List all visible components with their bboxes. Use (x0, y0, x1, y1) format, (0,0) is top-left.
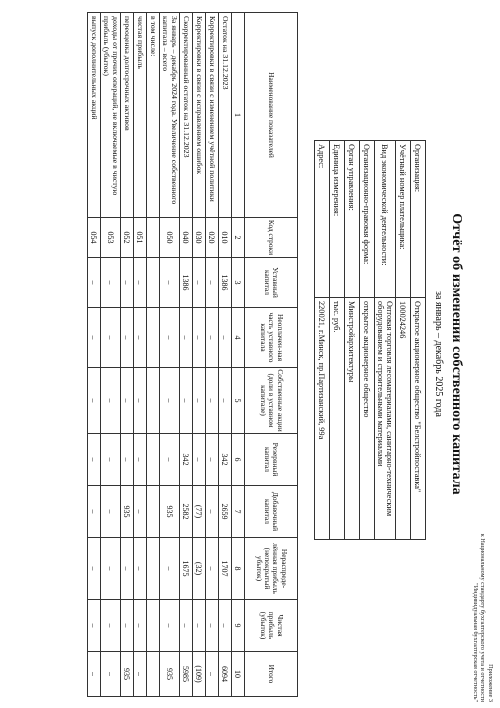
table-cell: – (159, 368, 179, 434)
table-cell: – (87, 538, 100, 600)
info-label: Организация: (411, 141, 426, 298)
table-row (120, 13, 133, 697)
table-cell: – (87, 258, 100, 308)
column-header: Итого (245, 652, 298, 697)
info-value: Оптовая торговля лесоматериалами, санитарно-техническим оборудованием и строительными материалами (375, 298, 396, 540)
table-cell: – (100, 258, 120, 308)
table-cell: – (120, 434, 133, 486)
row-label: в том числе: (146, 13, 159, 218)
equity-changes-table (87, 12, 298, 697)
table-cell: – (193, 368, 206, 434)
column-number: 2 (232, 218, 245, 258)
table-cell: – (87, 368, 100, 434)
table-cell: – (120, 538, 133, 600)
report-title: Отчёт об изменении собственного капитала (449, 213, 464, 495)
table-cell: – (100, 486, 120, 538)
table-cell (146, 538, 159, 600)
appendix-line: "Индивидуальная бухгалтерская отчетность" (471, 583, 479, 702)
table-cell (146, 308, 159, 368)
column-number: 6 (232, 434, 245, 486)
table-row (159, 13, 179, 697)
table-cell: – (180, 308, 193, 368)
info-row (330, 141, 345, 540)
column-header: Резервный капитал (245, 434, 298, 486)
table-cell: 1386 (180, 258, 193, 308)
table-cell: – (193, 600, 206, 652)
info-label: Вид экономической деятельности: (375, 141, 396, 298)
appendix-line: Приложение 3 (487, 664, 494, 702)
table-cell: 010 (219, 218, 232, 258)
info-value: 100024246 (396, 298, 411, 540)
row-label: Корректировки в связи с исправлением ошибок (193, 13, 206, 218)
column-header: Собственные акции (доли в уставном капитале) (245, 368, 298, 434)
table-cell: – (133, 308, 146, 368)
table-cell (146, 486, 159, 538)
info-row (315, 141, 330, 540)
table-cell: – (133, 486, 146, 538)
table-cell: – (133, 368, 146, 434)
table-cell: – (206, 368, 219, 434)
table-cell: – (159, 600, 179, 652)
table-cell: 935 (120, 486, 133, 538)
table-cell: 342 (219, 434, 232, 486)
table-cell: – (206, 434, 219, 486)
table-cell: – (87, 486, 100, 538)
table-cell: – (100, 600, 120, 652)
table-cell: (32) (193, 538, 206, 600)
table-cell: 030 (193, 218, 206, 258)
table-cell: (109) (193, 652, 206, 697)
table-row (87, 13, 100, 697)
info-value: тыс. руб. (330, 298, 345, 540)
info-row (411, 141, 426, 540)
table-cell: 051 (133, 218, 146, 258)
table-cell: – (100, 308, 120, 368)
table-cell: – (159, 258, 179, 308)
table-cell (146, 368, 159, 434)
table-cell: – (180, 600, 193, 652)
table-cell: – (206, 258, 219, 308)
column-number: 9 (232, 600, 245, 652)
table-cell: – (206, 600, 219, 652)
table-row (133, 13, 146, 697)
table-cell: 5985 (180, 652, 193, 697)
table-cell (146, 258, 159, 308)
info-value: Открытое акционерное общество "Белстройпоставка" (411, 298, 426, 540)
table-cell (146, 218, 159, 258)
table-cell: 935 (120, 652, 133, 697)
column-number-row (232, 13, 245, 697)
table-cell: 342 (180, 434, 193, 486)
table-cell: (77) (193, 486, 206, 538)
table-row (206, 13, 219, 697)
table-cell: 040 (180, 218, 193, 258)
table-row (180, 13, 193, 697)
table-cell: – (100, 368, 120, 434)
table-cell: – (159, 538, 179, 600)
column-header: Наименование показателей (245, 13, 298, 218)
info-label: Учётный номер плательщика: (396, 141, 411, 298)
info-row (375, 141, 396, 540)
info-value: 220021, г.Минск, пр.Партизанский, 99а (315, 298, 330, 540)
row-label: выпуск дополнительных акций (87, 13, 100, 218)
column-number: 10 (232, 652, 245, 697)
table-cell: – (206, 486, 219, 538)
table-cell: 020 (206, 218, 219, 258)
column-number: 3 (232, 258, 245, 308)
table-cell: – (100, 538, 120, 600)
column-number: 1 (232, 13, 245, 218)
table-cell (146, 652, 159, 697)
table-row (219, 13, 232, 697)
info-label: Орган управления: (345, 141, 360, 298)
row-label: переоценка долгосрочных активов (120, 13, 133, 218)
row-label: Скорректированный остаток на 31.12.2023 (180, 13, 193, 218)
table-cell: – (180, 368, 193, 434)
table-cell: 052 (120, 218, 133, 258)
info-label: Адрес: (315, 141, 330, 298)
appendix-line: к Национальному стандарту бухгалтерского учета и отчетности (479, 533, 487, 702)
column-number: 5 (232, 368, 245, 434)
table-row (146, 13, 159, 697)
table-cell: 935 (159, 486, 179, 538)
table-cell: – (87, 308, 100, 368)
row-label: Корректировки в связи с изменением учётной политики (206, 13, 219, 218)
table-cell: – (133, 600, 146, 652)
column-header: Чистая прибыль (убыток) (245, 600, 298, 652)
table-cell: – (133, 258, 146, 308)
table-cell: 2659 (219, 486, 232, 538)
table-cell: 1386 (219, 258, 232, 308)
row-label: За январь – декабрь 2024 года. Увеличение собственного капитала – всего (159, 13, 179, 218)
table-cell: – (219, 600, 232, 652)
column-header: Нераспреде-лённая прибыль (непокрытый убыток) (245, 538, 298, 600)
column-number: 4 (232, 308, 245, 368)
column-header: Уставный капитал (245, 258, 298, 308)
table-cell: – (87, 652, 100, 697)
info-value: Минстройархитектуры (345, 298, 360, 540)
table-cell: 054 (87, 218, 100, 258)
table-cell (146, 434, 159, 486)
table-cell: – (87, 600, 100, 652)
info-label: Единица измерения: (330, 141, 345, 298)
info-row (360, 141, 375, 540)
table-cell: – (120, 600, 133, 652)
table-cell: – (100, 434, 120, 486)
table-cell: – (206, 308, 219, 368)
table-cell: 053 (100, 218, 120, 258)
table-cell: 935 (159, 652, 179, 697)
table-cell: – (120, 368, 133, 434)
table-cell: – (219, 368, 232, 434)
table-cell: 1707 (219, 538, 232, 600)
info-value: открытое акционерное общество (360, 298, 375, 540)
table-cell: 2582 (180, 486, 193, 538)
table-cell: 1675 (180, 538, 193, 600)
row-label: чистая прибыль (133, 13, 146, 218)
table-cell: – (193, 434, 206, 486)
table-row (193, 13, 206, 697)
table-cell: – (193, 258, 206, 308)
table-cell: 6094 (219, 652, 232, 697)
info-label: Организационно-правовая форма: (360, 141, 375, 298)
table-row (100, 13, 120, 697)
row-label: Остаток на 31.12.2023 (219, 13, 232, 218)
column-header: Добавочный капитал (245, 486, 298, 538)
table-cell: – (133, 652, 146, 697)
table-cell (146, 600, 159, 652)
column-header: Неоплачен-ная часть уставного капитала (245, 308, 298, 368)
info-row (396, 141, 411, 540)
column-number: 7 (232, 486, 245, 538)
table-cell: – (193, 308, 206, 368)
column-number: 8 (232, 538, 245, 600)
report-period: за январь – декабрь 2025 года (433, 291, 444, 417)
column-header: Код строки (245, 218, 298, 258)
table-cell: – (87, 434, 100, 486)
table-header-row (245, 13, 298, 697)
table-cell: – (159, 434, 179, 486)
organization-info-table (314, 140, 426, 540)
table-cell: – (100, 652, 120, 697)
table-cell: 050 (159, 218, 179, 258)
table-cell: – (120, 258, 133, 308)
table-cell: – (206, 652, 219, 697)
appendix-note (471, 462, 494, 702)
table-cell: – (120, 308, 133, 368)
info-row (345, 141, 360, 540)
table-cell: – (133, 434, 146, 486)
table-cell: – (206, 538, 219, 600)
table-cell: – (219, 308, 232, 368)
table-cell: – (159, 308, 179, 368)
row-label: доходы от прочих операций, не включаемые в чистую прибыль (убыток) (100, 13, 120, 218)
table-cell: – (133, 538, 146, 600)
